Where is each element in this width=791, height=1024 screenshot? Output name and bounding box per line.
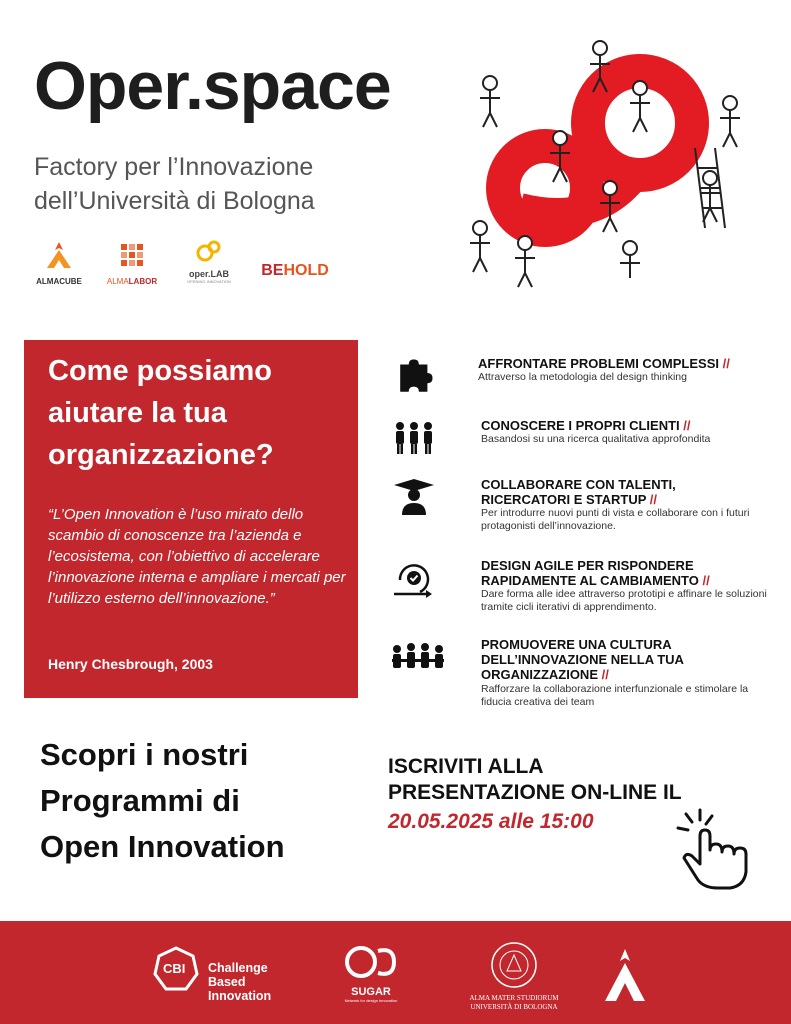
- slash-mark: //: [649, 492, 658, 507]
- service-desc: Per introdurre nuovi punti di vista e collaborare con i futuri protagonisti dell’innovazione.: [481, 507, 750, 532]
- people-icon: [390, 418, 438, 458]
- partner-label-part: ALMA: [106, 277, 129, 286]
- service-title: [481, 418, 771, 433]
- quote-author: Henry Chesbrough, 2003: [48, 656, 213, 672]
- partner-label: oper.LAB: [188, 269, 229, 279]
- service-title: [481, 558, 771, 588]
- unibo-name-line: UNIVERSITÀ DI BOLOGNA: [470, 1003, 558, 1011]
- cbi-short: CBI: [163, 961, 186, 976]
- collaboration-illustration: [450, 28, 770, 288]
- service-desc: Basandosi su una ricerca qualitativa approfondita: [481, 433, 711, 445]
- puzzle-icon: [390, 356, 438, 396]
- signup-cta[interactable]: [388, 754, 682, 806]
- service-title-text: COLLABORARE CON TALENTI,: [481, 477, 676, 492]
- service-title-text: PROMUOVERE UNA CULTURA: [481, 637, 672, 652]
- programs-line: Open Innovation: [40, 829, 285, 864]
- service-title-text: DESIGN AGILE PER RISPONDERE: [481, 558, 694, 573]
- page-title: Oper.space: [34, 48, 391, 124]
- service-title-text: ORGANIZZAZIONE: [481, 667, 598, 682]
- partner-label: [102, 277, 162, 286]
- operlab-logo: [174, 240, 244, 284]
- graduate-icon: [390, 477, 438, 517]
- service-title: [481, 637, 771, 682]
- chesbrough-quote: “L’Open Innovation è l’uso mirato dello scambio di conoscenze tra l’azienda e l’ecosistema, con l’obiettivo di accelerare l’innovazione interna e ampliare i mercati per l’utilizzo esterno dell’innovazione.”: [48, 506, 346, 607]
- cbi-name-line: Challenge: [208, 961, 268, 975]
- behold-logo: [250, 260, 340, 280]
- help-box: [24, 340, 358, 698]
- unibo-name-line: ALMA MATER STUDIORUM: [469, 994, 559, 1002]
- service-title-text: RAPIDAMENTE AL CAMBIAMENTO: [481, 573, 699, 588]
- subtitle-line: Factory per l’Innovazione: [34, 153, 314, 181]
- service-title-text: DELL’INNOVAZIONE NELLA TUA: [481, 652, 684, 667]
- cbi-logo: [152, 945, 287, 1007]
- footer: [0, 921, 791, 1024]
- service-title-text: AFFRONTARE PROBLEMI COMPLESSI: [478, 356, 719, 371]
- signup-line: PRESENTAZIONE ON-LINE IL: [388, 781, 682, 804]
- event-date: 20.05.2025 alle 15:00: [388, 810, 594, 833]
- almacube-logo: [36, 240, 82, 286]
- subtitle-line: dell’Università di Bologna: [34, 187, 315, 215]
- partner-label-part: LABOR: [128, 277, 158, 286]
- partner-label: ALMACUBE: [36, 277, 82, 286]
- partner-label-part: BE: [261, 262, 284, 279]
- help-heading: Come possiamo aiutare la tua organizzazione?: [48, 355, 274, 471]
- service-desc: Attraverso la metodologia del design thinking: [478, 371, 687, 383]
- service-title-text: RICERCATORI E STARTUP: [481, 492, 647, 507]
- programs-line: Programmi di: [40, 783, 240, 818]
- partner-logos: [36, 240, 346, 290]
- sugar-icon: [342, 943, 400, 981]
- service-desc: Rafforzare la collaborazione interfunzionale e stimolare la fiducia creativa dei team: [481, 683, 749, 708]
- cbi-name: [208, 961, 271, 1003]
- operlab-icon: [194, 240, 224, 262]
- programs-cta: [40, 732, 285, 870]
- unibo-logo: [452, 941, 576, 1015]
- sugar-tagline: Network for design innovation: [344, 998, 398, 1003]
- almalabor-icon: [117, 240, 147, 270]
- team-icon: [390, 637, 446, 677]
- service-title-text: CONOSCERE I PROPRI CLIENTI: [481, 418, 680, 433]
- slash-mark: //: [702, 573, 710, 588]
- almacube-icon: [44, 240, 74, 270]
- slash-mark: //: [601, 667, 609, 682]
- partner-label: [250, 262, 340, 280]
- cbi-name-line: Innovation: [208, 989, 272, 1003]
- signup-line: ISCRIVITI ALLA: [388, 755, 544, 778]
- partner-label-part: HOLD: [283, 262, 329, 279]
- slash-mark: //: [722, 356, 730, 371]
- service-title: [478, 356, 768, 371]
- agile-cycle-icon: [390, 558, 438, 598]
- click-hand-icon[interactable]: [668, 806, 758, 892]
- service-desc: Dare forma alle idee attraverso prototipi e affinare le soluzioni tramite cicli iterativi di apprendimento.: [481, 588, 767, 613]
- unibo-seal-icon: [490, 941, 538, 989]
- service-title: [481, 477, 771, 507]
- sugar-logo: [336, 943, 406, 1009]
- partner-tagline: OPENING INNOVATION: [187, 279, 231, 284]
- slash-mark: //: [683, 418, 691, 433]
- almacube-white-logo: [603, 947, 647, 1003]
- programs-line: Scopri i nostri: [40, 737, 249, 772]
- unibo-name: [452, 994, 576, 1012]
- cbi-name-line: Based: [208, 975, 246, 989]
- page-subtitle: [34, 150, 315, 218]
- almalabor-logo: [102, 240, 162, 286]
- sugar-label: SUGAR: [351, 986, 391, 998]
